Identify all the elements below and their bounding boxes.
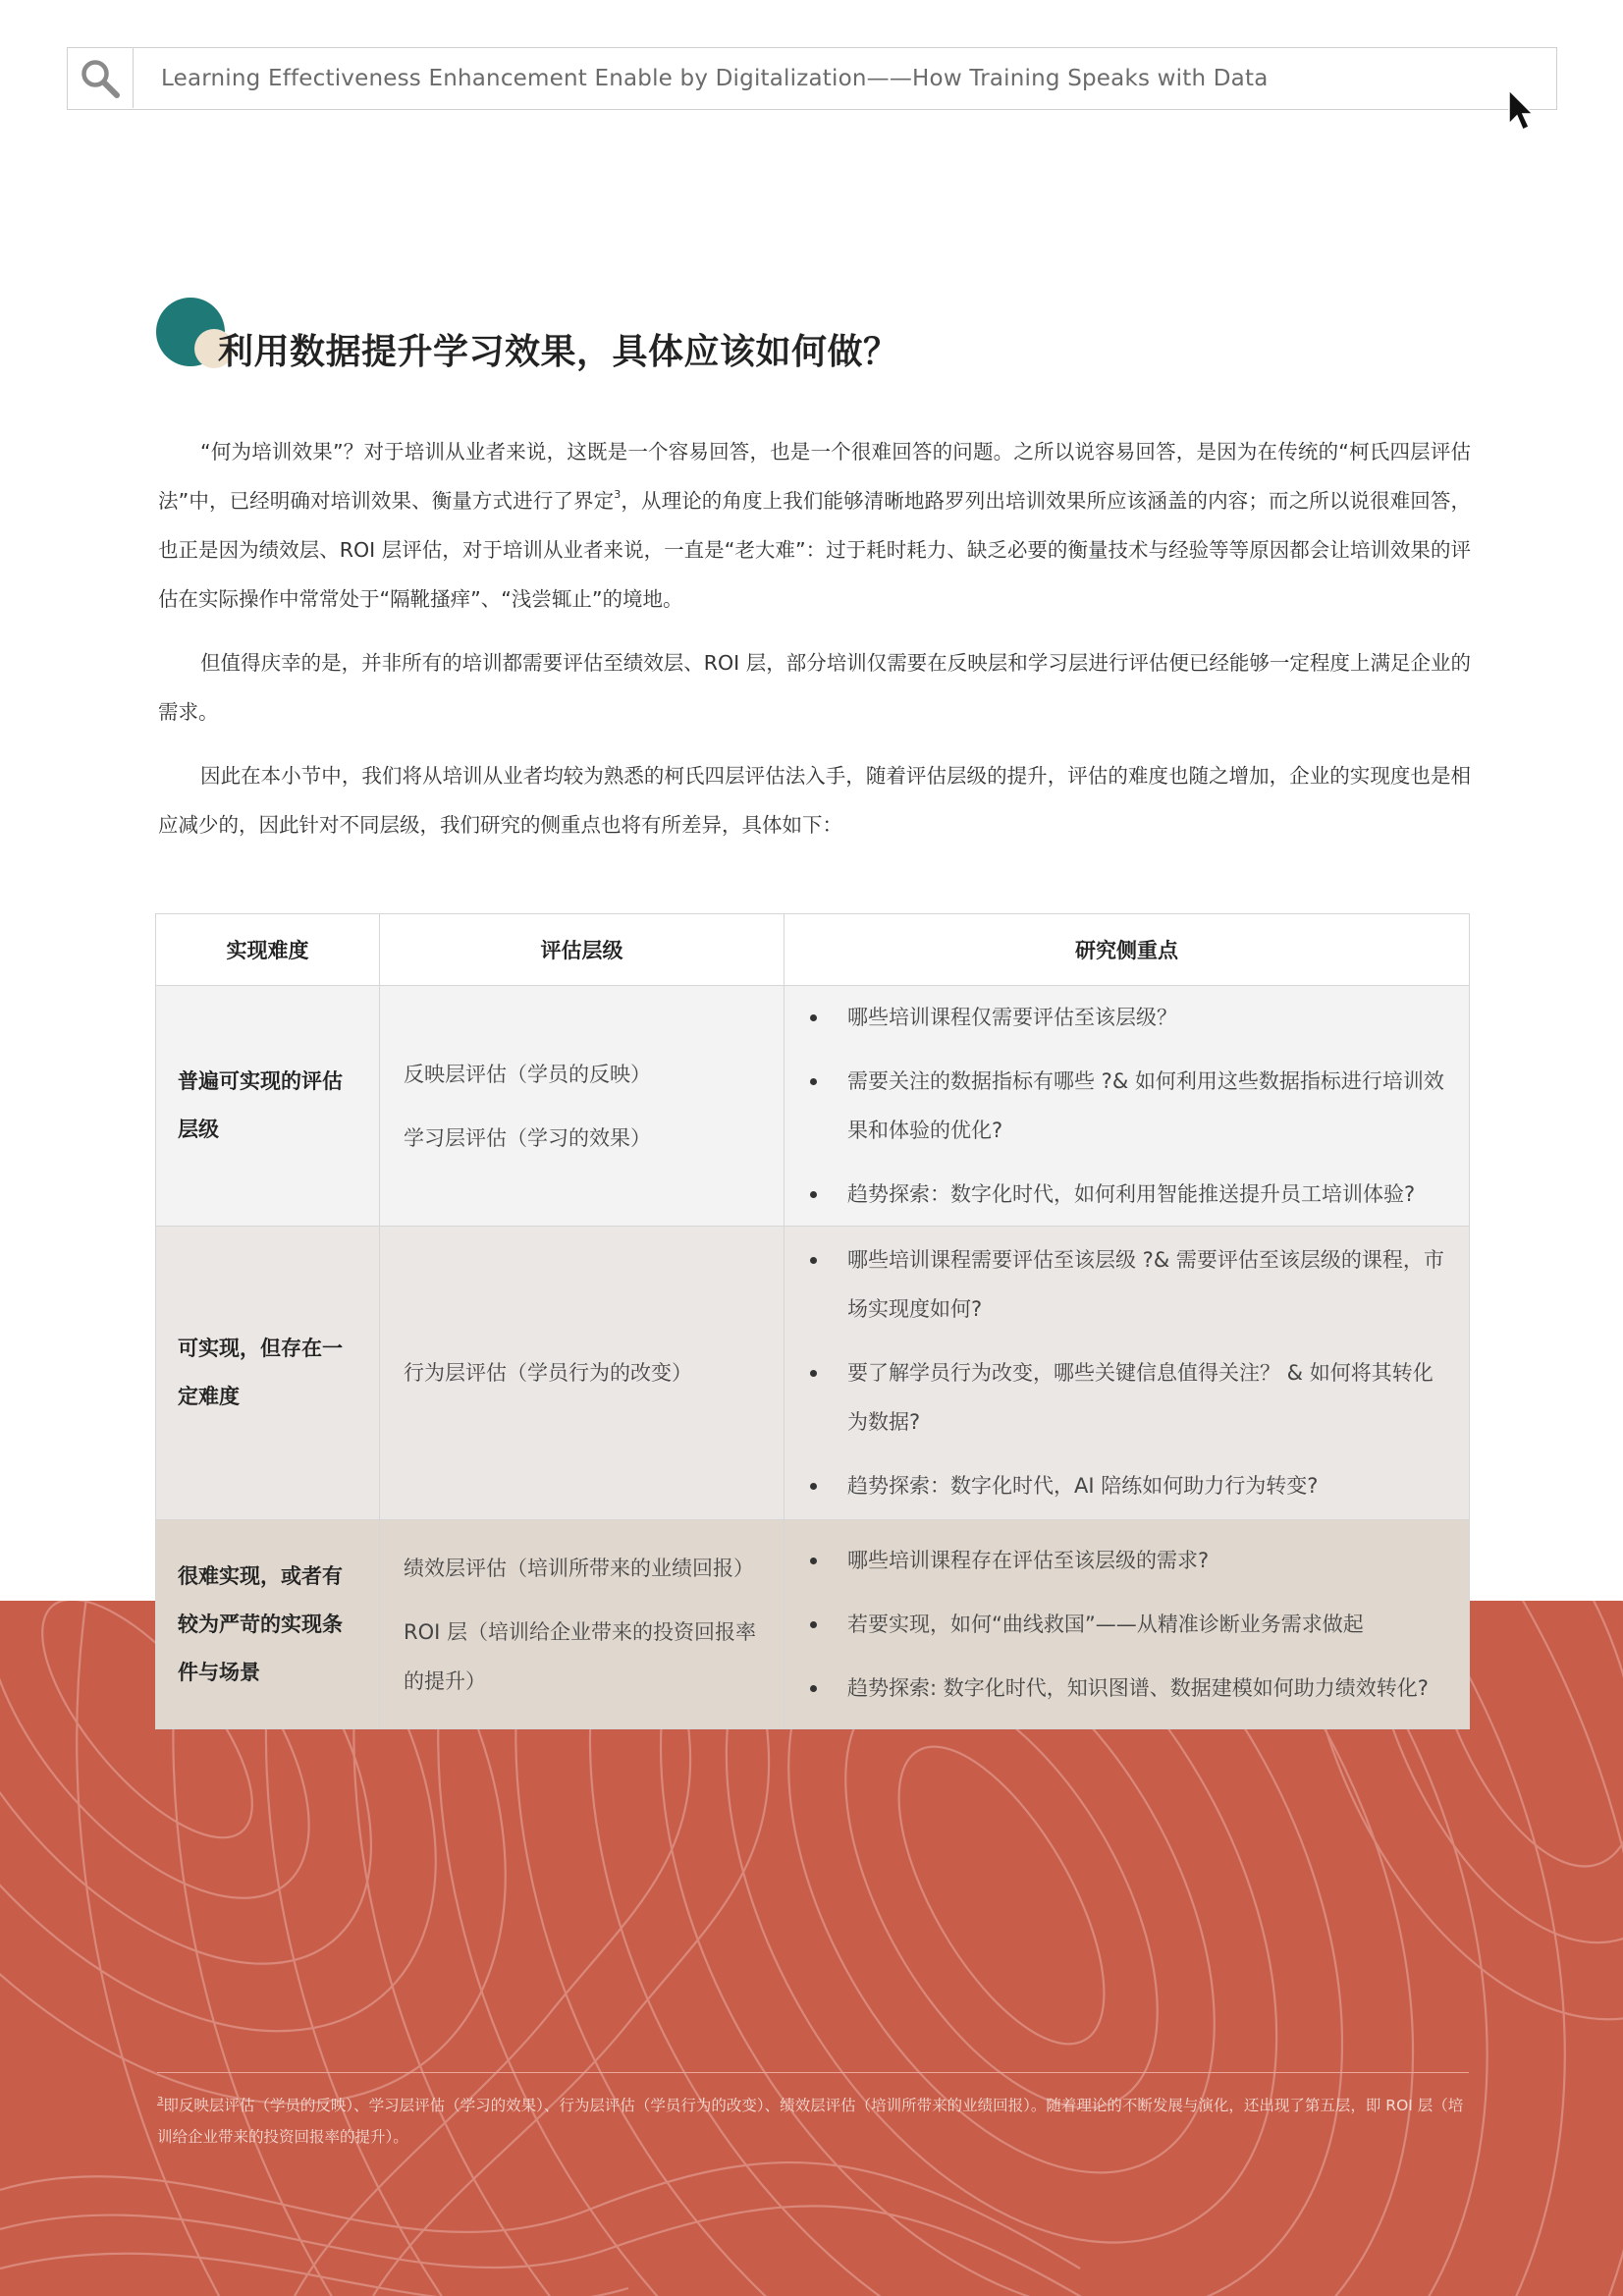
header-difficulty: 实现难度: [156, 914, 380, 986]
level-cell: [380, 1520, 784, 1729]
focus-item: 要了解学员行为改变，哪些关键信息值得关注？ & 如何将其转化为数据?: [810, 1348, 1449, 1447]
level-item: ROI 层（培训给企业带来的投资回报率的提升）: [404, 1619, 756, 1693]
difficulty-cell: 可实现，但存在一定难度: [156, 1227, 380, 1520]
level-item: 行为层评估（学员行为的改变）: [404, 1361, 692, 1385]
header-level: 评估层级: [380, 914, 784, 986]
focus-item: 哪些培训课程存在评估至该层级的需求?: [810, 1536, 1449, 1585]
header-focus: 研究侧重点: [784, 914, 1470, 986]
focus-item: 趋势探索: 数字化时代，知识图谱、数据建模如何助力绩效转化?: [810, 1664, 1449, 1713]
mouse-cursor-icon: [1507, 88, 1535, 134]
header-search-bar[interactable]: [67, 47, 1557, 110]
focus-cell: [784, 1520, 1470, 1729]
difficulty-cell: 普遍可实现的评估层级: [156, 986, 380, 1227]
level-item: 反映层评估（学员的反映）: [404, 1062, 651, 1086]
focus-cell: [784, 986, 1470, 1227]
footnote: [157, 2090, 1473, 2153]
evaluation-table: [155, 913, 1470, 1729]
level-item: 绩效层评估（培训所带来的业绩回报）: [404, 1556, 754, 1580]
footnote-ref[interactable]: 3: [614, 488, 622, 501]
level-item: 学习层评估（学习的效果）: [404, 1125, 651, 1150]
focus-item: 哪些培训课程仅需要评估至该层级？: [810, 993, 1449, 1042]
paragraph-3: 因此在本小节中，我们将从培训从业者均较为熟悉的柯氏四层评估法入手，随着评估层级的提升，评估的难度也随之增加，企业的实现度也是相应减少的，因此针对不同层级，我们研究的侧重点也将有所差异，具体如下：: [158, 764, 1471, 837]
focus-item: 趋势探索：数字化时代，AI 陪练如何助力行为转变?: [810, 1461, 1449, 1510]
paragraph-1-part-b: ，从理论的角度上我们能够清晰地路罗列出培训效果所应该涵盖的内容；而之所以说很难回答，也正是因为绩效层、ROI 层评估，对于培训从业者来说，一直是“老大难”：过于耗时耗力、缺乏必要的衡量技术与经验等等原因都会让培训效果的评估在实际操作中常常处于“隔靴搔痒”、“浅尝辄止”的境地。: [158, 489, 1471, 611]
paragraph-1-part-a: “何为培训效果”？对于培训从业者来说，这既是一个容易回答，也是一个很难回答的问题。之所以说容易回答，是因为在传统的“柯氏四层评估法”中，已经明确对培训效果、衡量方式进行了界定: [158, 440, 1471, 513]
difficulty-cell: 很难实现，或者有较为严苛的实现条件与场景: [156, 1520, 380, 1729]
footnote-number: 3: [157, 2096, 164, 2106]
table-row: [156, 1227, 1470, 1520]
table-header-row: [156, 914, 1470, 986]
focus-item: 哪些培训课程需要评估至该层级 ?& 需要评估至该层级的课程，市场实现度如何?: [810, 1235, 1449, 1334]
footnote-divider: [157, 2072, 1469, 2073]
focus-item: 若要实现，如何“曲线救国”——从精准诊断业务需求做起: [810, 1600, 1449, 1649]
focus-item: 需要关注的数据指标有哪些 ?& 如何利用这些数据指标进行培训效果和体验的优化?: [810, 1057, 1449, 1155]
search-icon[interactable]: [68, 48, 134, 108]
paragraph-2: 但值得庆幸的是，并非所有的培训都需要评估至绩效层、ROI 层，部分培训仅需要在反映层和学习层进行评估便已经能够一定程度上满足企业的需求。: [158, 651, 1471, 724]
section-title: 利用数据提升学习效果，具体应该如何做？: [218, 332, 899, 372]
footnote-text: 即反映层评估（学员的反映）、学习层评估（学习的效果）、行为层评估（学员行为的改变）、绩效层评估（培训所带来的业绩回报）。随着理论的不断发展与演化，还出现了第五层，即 ROI 层（培训给企业带来的投资回报率的提升）。: [157, 2097, 1464, 2146]
focus-item: 趋势探索：数字化时代，如何利用智能推送提升员工培训体验?: [810, 1170, 1449, 1219]
focus-cell: [784, 1227, 1470, 1520]
table-row: [156, 1520, 1470, 1729]
level-cell: [380, 1227, 784, 1520]
table-row: [156, 986, 1470, 1227]
paragraph-1: [158, 427, 1471, 624]
level-cell: [380, 986, 784, 1227]
header-title: Learning Effectiveness Enhancement Enable by Digitalization——How Training Speaks with Data: [161, 66, 1269, 91]
